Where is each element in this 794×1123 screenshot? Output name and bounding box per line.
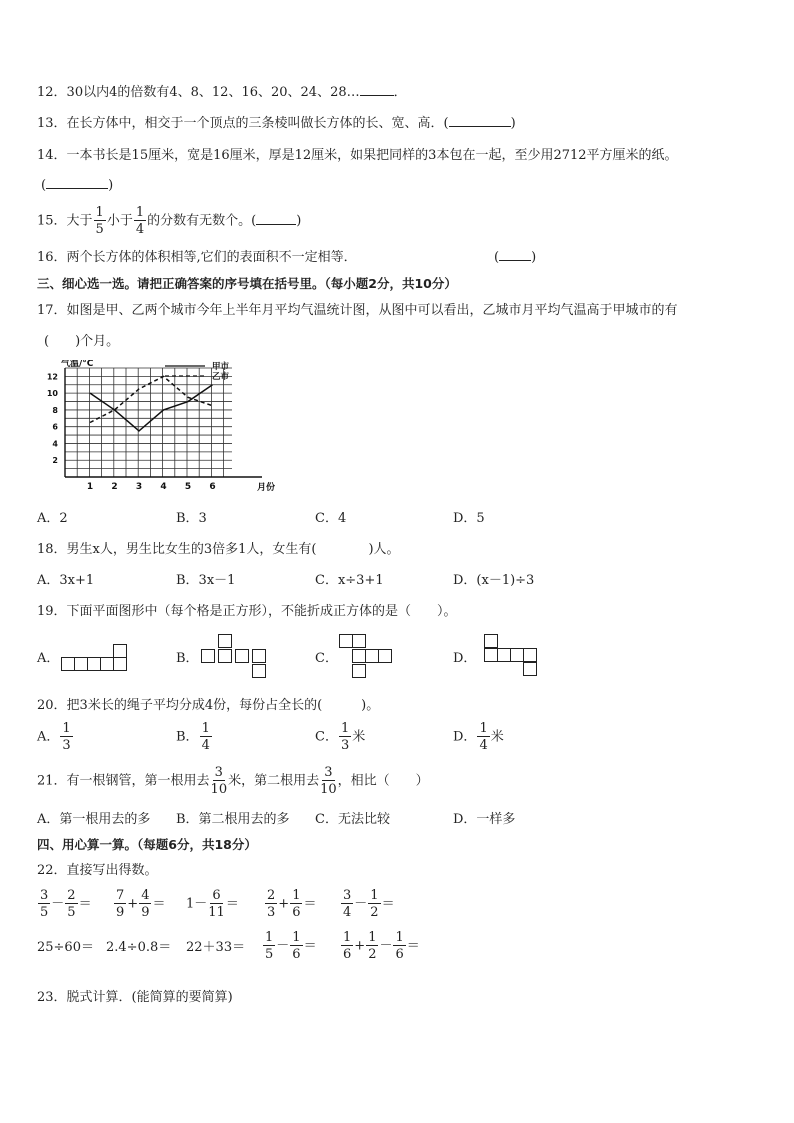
fraction: $\frac{1}{4}$: [479, 721, 488, 753]
q17-option-c[interactable]: C．4: [315, 511, 347, 526]
q22-expr: $\frac{7}{9}$ + $\frac{4}{9}$ ＝: [116, 888, 166, 920]
x-tick-label: 5: [184, 482, 192, 492]
y-tick-label: 2: [52, 456, 58, 466]
q19-net-a: [61, 643, 135, 671]
q21-option-b[interactable]: B．第二根用去的多: [176, 812, 290, 827]
q22-expr: $\frac{1}{6}$ + $\frac{1}{2}$ － $\frac{1}{6}$ ＝: [343, 930, 420, 962]
q22-expr: $\frac{2}{3}$ + $\frac{1}{6}$ ＝: [267, 888, 317, 920]
q18-option-d[interactable]: D．(x－1)÷3: [453, 573, 535, 588]
q14-answer: ( ): [41, 178, 114, 193]
q19-option-b-label[interactable]: B．: [176, 651, 199, 666]
series-line: [90, 385, 213, 431]
question-22: 22．直接写出得数。: [37, 863, 158, 878]
question-18: 18．男生x人，男生比女生的3倍多1人，女生有( )人。: [37, 542, 400, 557]
x-tick-label: 4: [160, 482, 167, 492]
question-15: 15．大于 $\frac{1}{5}$ 小于 $\frac{1}{4}$ 的分数有无数个。( ): [37, 205, 302, 237]
q22-expr: $\frac{3}{5}$ － $\frac{2}{5}$ ＝: [40, 888, 92, 920]
y-axis-label: 气温/°C: [61, 360, 94, 369]
fraction: $\frac{3}{10}$: [320, 765, 337, 797]
q14-answer-blank[interactable]: [46, 188, 108, 189]
y-tick-label: 10: [46, 389, 58, 399]
q17-option-b[interactable]: B．3: [176, 511, 207, 526]
fraction: $\frac{3}{10}$: [210, 765, 228, 797]
q13-answer-blank[interactable]: [449, 126, 511, 127]
q22-expr: 1－ $\frac{6}{11}$ ＝: [186, 888, 239, 920]
q20-option-d[interactable]: D． $\frac{1}{4}$ 米: [453, 721, 504, 753]
x-tick-label: 3: [135, 482, 143, 492]
temperature-line-chart: [40, 360, 300, 500]
q13-text: 13．在长方体中，相交于一个顶点的三条棱叫做长方体的长、宽、高．(: [37, 116, 449, 131]
x-tick-label: 6: [209, 482, 216, 492]
fraction: $\frac{1}{3}$: [62, 721, 71, 753]
q19-net-d: [484, 634, 544, 682]
q20-option-b[interactable]: B． $\frac{1}{4}$: [176, 721, 210, 753]
q17-option-a[interactable]: A．2: [37, 511, 68, 526]
q15-answer-blank[interactable]: [256, 224, 296, 225]
question-17-line2: ( )个月。: [44, 334, 120, 349]
section-4-heading: 四、用心算一算。（每题6分，共18分）: [37, 837, 257, 852]
q21-option-d[interactable]: D．一样多: [453, 812, 516, 827]
question-13: 13．在长方体中，相交于一个顶点的三条棱叫做长方体的长、宽、高．( ): [37, 116, 516, 131]
question-19: 19．下面平面图形中（每个格是正方形），不能折成正方体的是（ ）。: [37, 604, 457, 619]
q18-option-b[interactable]: B．3x－1: [176, 573, 236, 588]
series-line: [90, 376, 213, 422]
q20-option-a[interactable]: A． $\frac{1}{3}$: [37, 721, 71, 753]
q16-answer-blank[interactable]: [499, 260, 531, 261]
question-23: 23．脱式计算．(能简算的要简算): [37, 990, 233, 1005]
q16-answer: ( ): [494, 250, 537, 265]
y-tick-label: 12: [46, 372, 58, 382]
y-tick-label: 6: [52, 422, 58, 432]
section-3-heading: 三、细心选一选。请把正确答案的序号填在括号里。（每小题2分，共10分）: [37, 276, 457, 291]
question-12: 12．30以内4的倍数有4、8、12、16、20、24、28… ．: [37, 85, 407, 100]
question-16: [37, 251, 357, 264]
q19-option-c-label[interactable]: C．: [315, 651, 338, 666]
q21-option-c[interactable]: C．无法比较: [315, 812, 390, 827]
q12-answer-blank[interactable]: [360, 95, 394, 96]
q12-text: 12．30以内4的倍数有4、8、12、16、20、24、28…: [37, 85, 360, 100]
question-14: [37, 149, 678, 162]
q22-expr: $\frac{1}{5}$ － $\frac{1}{6}$ ＝: [265, 930, 317, 962]
question-21: 21．有一根钢管，第一根用去 $\frac{3}{10}$ 米，第二根用去 $\frac{3}{10}$ ，相比（ ）: [37, 765, 429, 797]
fraction: $\frac{1}{5}$: [95, 205, 104, 237]
q18-option-a[interactable]: A．3x+1: [37, 573, 95, 588]
legend-label: 乙市: [212, 372, 230, 382]
q19-net-b: [201, 634, 275, 682]
q19-net-c: [339, 634, 403, 682]
q22-expr: $\frac{3}{4}$ － $\frac{1}{2}$ ＝: [343, 888, 395, 920]
q22-expr: 22＋33＝: [186, 940, 246, 955]
q22-expr: 25÷60＝: [37, 940, 94, 955]
q17-option-d[interactable]: D．5: [453, 511, 485, 526]
legend-label: 甲市: [212, 362, 230, 372]
q16-text: 16．两个长方体的体积相等,它们的表面积不一定相等．: [37, 250, 357, 265]
question-17-line1: 17．如图是甲、乙两个城市今年上半年月平均气温统计图，从图中可以看出，乙城市月平均气温高于甲城市的有: [37, 303, 678, 318]
q21-option-a[interactable]: A．第一根用去的多: [37, 812, 151, 827]
q20-option-c[interactable]: C． $\frac{1}{3}$ 米: [315, 721, 366, 753]
q19-option-d-label[interactable]: D．: [453, 651, 477, 666]
fraction: $\frac{1}{4}$: [135, 205, 145, 237]
fraction: $\frac{1}{3}$: [340, 721, 350, 753]
q14-text: 14．一本书长是15厘米，宽是16厘米，厚是12厘米，如果把同样的3本包在一起，至少用2712平方厘米的纸。: [37, 148, 678, 163]
q19-option-a-label[interactable]: A．: [37, 651, 60, 666]
x-tick-label: 1: [86, 482, 94, 492]
fraction: $\frac{1}{4}$: [201, 721, 210, 753]
y-tick-label: 8: [52, 405, 58, 415]
q18-option-c[interactable]: C．x÷3+1: [315, 573, 384, 588]
x-axis-label: 月份: [257, 483, 276, 493]
x-tick-label: 2: [111, 482, 118, 492]
question-20: 20．把3米长的绳子平均分成4份，每份占全长的( )。: [37, 698, 380, 713]
q22-expr: 2.4÷0.8＝: [106, 940, 172, 955]
y-tick-label: 4: [52, 439, 58, 449]
